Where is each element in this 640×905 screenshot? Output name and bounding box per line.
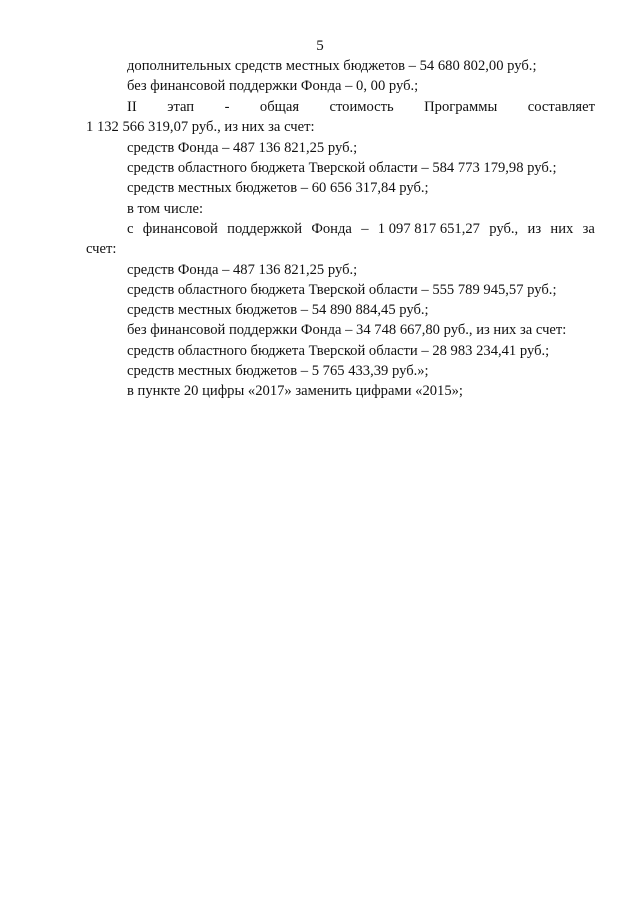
word: стоимость — [329, 99, 394, 115]
word: за — [582, 221, 595, 237]
justified-line — [127, 219, 595, 239]
word: поддержкой — [227, 221, 303, 237]
word: этап — [167, 99, 195, 115]
word: с — [127, 221, 134, 237]
word: финансовой — [142, 221, 218, 237]
text-line: средств Фонда – 487 136 821,25 руб.; — [127, 262, 358, 278]
word: общая — [259, 99, 300, 115]
word: II — [127, 99, 137, 115]
word: - — [224, 99, 230, 115]
text-line: средств местных бюджетов – 60 656 317,84 руб.; — [127, 180, 429, 196]
page-number: 5 — [316, 38, 324, 54]
word: 1 097 817 651,27 — [377, 221, 480, 237]
text-line: в том числе: — [127, 201, 204, 217]
word: – — [361, 221, 369, 237]
text-line: счет: — [86, 241, 117, 257]
text-line: средств местных бюджетов – 54 890 884,45 руб.; — [127, 302, 429, 318]
text-line: средств областного бюджета Тверской области – 28 983 234,41 руб.; — [127, 343, 550, 359]
word: составляет — [527, 99, 595, 115]
justified-line — [127, 97, 595, 117]
text-line: средств областного бюджета Тверской области – 555 789 945,57 руб.; — [127, 282, 557, 298]
text-line: средств местных бюджетов – 5 765 433,39 руб.»; — [127, 363, 429, 379]
text-line: дополнительных средств местных бюджетов – 54 680 802,00 руб.; — [127, 58, 537, 74]
word: руб., — [489, 221, 519, 237]
word: Фонда — [311, 221, 352, 237]
word: Программы — [424, 99, 498, 115]
text-line: средств Фонда – 487 136 821,25 руб.; — [127, 140, 358, 156]
word: них — [550, 221, 574, 237]
text-line: средств областного бюджета Тверской области – 584 773 179,98 руб.; — [127, 160, 557, 176]
word: из — [527, 221, 542, 237]
text-line: без финансовой поддержки Фонда – 34 748 667,80 руб., из них за счет: — [127, 322, 567, 338]
text-line: 1 132 566 319,07 руб., из них за счет: — [86, 119, 315, 135]
text-line: в пункте 20 цифры «2017» заменить цифрами «2015»; — [127, 383, 463, 399]
text-line: без финансовой поддержки Фонда – 0, 00 руб.; — [127, 78, 419, 94]
